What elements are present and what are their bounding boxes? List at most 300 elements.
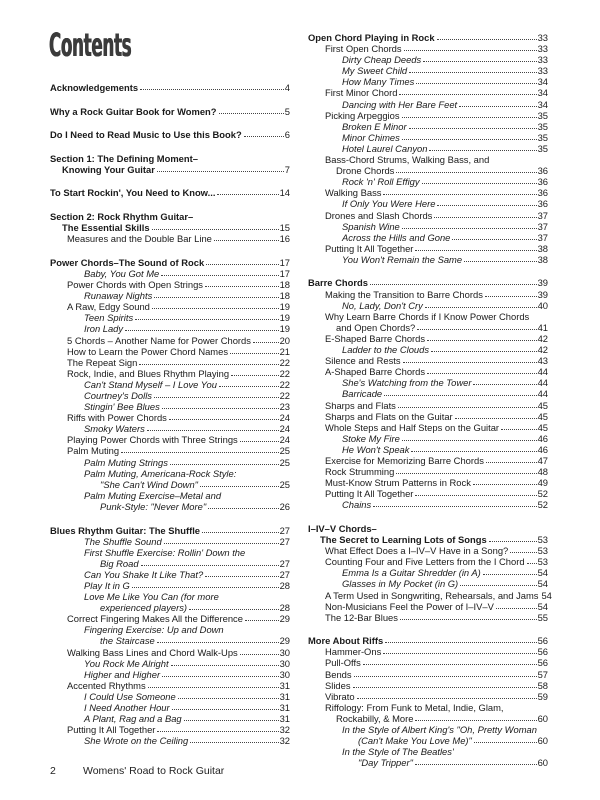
toc-entry-line [308,488,548,499]
toc-entry-title: Palm Muting, Americana-Rock Style: [84,467,237,479]
toc-entry-line [50,724,290,735]
toc-entry[interactable] [50,647,290,658]
toc-entry-title: "Day Tripper" [358,757,413,769]
toc-entry[interactable] [50,301,290,312]
toc-entry-title: Love Me Like You Can (for more [84,591,219,603]
toc-song-entry[interactable] [50,379,290,390]
footer-page-number: 2 [50,765,56,777]
toc-entry[interactable] [308,243,548,254]
toc-entry-line [308,680,548,691]
toc-song-entry[interactable] [308,176,548,187]
dot-leader [415,764,537,765]
toc-entry-line [308,477,548,488]
toc-entry-title: Sharps and Flats on the Guitar [325,410,453,422]
toc-entry-line [308,444,548,455]
toc-entry[interactable] [308,612,548,623]
toc-entry[interactable] [308,488,548,499]
toc-song-entry[interactable] [308,99,548,110]
toc-entry-title: First Open Chords [325,43,402,55]
toc-page-number: 38 [537,253,548,265]
toc-section-entry[interactable] [50,525,290,536]
toc-section-entry[interactable] [50,82,290,93]
toc-entry[interactable] [308,477,548,488]
toc-entry-title: The Essential Skills [62,222,150,234]
toc-song-entry[interactable] [50,468,290,490]
toc-song-entry[interactable] [50,290,290,301]
toc-page-number: 17 [279,267,290,279]
toc-entry-title: Whole Steps and Half Steps on the Guitar [325,421,500,433]
toc-entry-title: I–IV–V Chords– [308,522,377,534]
toc-song-entry[interactable] [50,323,290,334]
toc-page-number: 27 [279,557,290,569]
toc-entry-line [308,243,548,254]
toc-entry[interactable] [50,368,290,379]
toc-entry-line [308,254,548,265]
toc-entry[interactable] [308,691,548,702]
toc-entry-title: In the Style of Albert King's "Oh, Pretty Woman [342,724,537,736]
toc-entry-title: Knowing Your Guitar [62,163,155,175]
toc-section-entry[interactable] [308,523,548,545]
toc-entry-line [50,222,290,233]
toc-page-number: 31 [279,690,290,702]
toc-song-entry[interactable] [308,344,548,355]
toc-page-number: 35 [537,131,548,143]
toc-entry-title: Rock, Indie, and Blues Rhythm Playing [67,367,230,379]
toc-entry[interactable] [308,110,548,121]
toc-song-entry[interactable] [50,490,290,512]
toc-entry[interactable] [308,589,552,601]
toc-entry-title: A Plant, Rag and a Bag [84,713,182,725]
toc-page-number: 5 [284,105,290,117]
toc-section-entry[interactable] [50,211,290,233]
toc-entry[interactable] [308,154,548,176]
toc-entry[interactable] [308,455,548,466]
toc-page-number: 18 [279,279,290,291]
toc-entry-line [308,344,548,355]
toc-entry-line [308,556,548,567]
toc-entry[interactable] [308,601,548,612]
toc-song-entry[interactable] [308,388,548,399]
dot-leader [148,687,279,688]
toc-entry-line [308,333,548,344]
toc-entry-title: Rockabilly, & More [336,712,414,724]
toc-entry-title: Hammer-Ons [325,646,382,658]
toc-entry-line [308,132,548,143]
toc-entry-line [50,368,290,379]
toc-song-entry[interactable] [308,143,548,154]
toc-song-entry[interactable] [308,724,548,746]
toc-page-number: 44 [537,388,548,400]
toc-entry-title: Teen Spirits [84,312,134,324]
toc-page-number: 56 [537,646,548,658]
toc-section-entry[interactable] [50,129,290,140]
toc-entry[interactable] [308,646,548,657]
toc-entry-line [50,82,290,93]
toc-page-number: 54 [537,578,548,590]
dot-leader [363,664,537,665]
toc-entry-title: Barre Chords [308,277,368,289]
toc-entry-title: Riffs with Power Chords [67,412,167,424]
toc-entry-title: Broken E Minor [342,120,407,132]
toc-entry-line [50,211,290,222]
dot-leader [402,440,537,441]
toc-page-number: 22 [279,367,290,379]
toc-entry-line [50,735,290,746]
toc-entry-line [308,400,548,411]
toc-page-number: 42 [537,344,548,356]
toc-entry[interactable] [308,366,548,377]
toc-song-entry[interactable] [308,76,548,87]
dot-leader [162,408,279,409]
toc-song-entry[interactable] [308,300,548,311]
toc-page-number: 33 [537,65,548,77]
toc-entry[interactable] [308,187,548,198]
toc-entry[interactable] [308,545,548,556]
toc-entry[interactable] [308,87,548,98]
toc-page-number: 22 [279,389,290,401]
toc-song-entry[interactable] [50,580,290,591]
toc-song-entry[interactable] [308,567,548,578]
toc-entry-line [50,580,290,591]
toc-entry-title: If Only You Were Here [342,198,436,210]
toc-section-entry[interactable] [308,635,548,646]
toc-entry-title: Picking Arpeggios [325,109,400,121]
toc-page-number: 54 [541,589,552,601]
toc-song-entry[interactable] [308,444,548,455]
toc-song-entry[interactable] [50,457,290,468]
toc-entry-line [50,702,290,713]
toc-entry-line [308,567,548,578]
toc-entry[interactable] [308,411,548,422]
toc-entry-line [50,257,290,268]
toc-entry-line [50,635,290,646]
toc-entry-line [50,129,290,140]
toc-entry-line [308,221,548,232]
toc-entry-line [50,602,290,613]
dot-leader [473,484,537,485]
toc-song-entry[interactable] [308,121,548,132]
dot-leader [172,709,279,710]
toc-page-number: 34 [537,98,548,110]
toc-page-number: 53 [537,534,548,546]
toc-entry-line [308,411,548,422]
dot-leader [464,261,536,262]
toc-entry-title: and Open Chords? [336,321,416,333]
dot-leader [161,275,278,276]
toc-entry-line [308,545,548,556]
toc-entry[interactable] [308,43,548,54]
dot-leader [385,642,536,643]
toc-entry-title: Across the Hills and Gone [342,231,451,243]
toc-entry-line [50,379,290,390]
toc-song-entry[interactable] [50,547,290,569]
toc-song-entry[interactable] [50,268,290,279]
toc-page-number: 36 [537,187,548,199]
toc-page-number: 15 [279,222,290,234]
toc-entry[interactable] [50,346,290,357]
toc-entry[interactable] [308,657,548,668]
toc-entry-line [50,558,290,569]
dot-leader [140,89,284,90]
toc-entry-title: 5 Chords – Another Name for Power Chords [67,334,251,346]
toc-entry-line [308,455,548,466]
dot-leader [370,284,537,285]
dot-leader [459,106,536,107]
toc-page-number: 33 [537,32,548,43]
toc-entry-line [50,547,290,558]
toc-entry[interactable] [308,466,548,477]
toc-page-number: 23 [279,401,290,413]
toc-song-entry[interactable] [308,433,548,444]
toc-entry-title: Section 2: Rock Rhythm Guitar– [50,211,194,223]
dot-leader [147,430,279,431]
toc-entry[interactable] [308,289,548,300]
toc-entry[interactable] [50,445,290,456]
toc-page-number: 6 [284,129,290,141]
toc-song-entry[interactable] [308,65,548,76]
toc-section-entry[interactable] [50,106,290,117]
toc-section-entry[interactable] [50,153,290,175]
toc-entry-title: Can't Stand Myself – I Love You [84,378,217,390]
dot-leader [486,462,537,463]
toc-song-entry[interactable] [50,312,290,323]
toc-page-number: 26 [279,500,290,512]
toc-entry-line [308,277,548,288]
toc-entry-line [308,355,548,366]
toc-entry-line [308,322,548,333]
toc-entry-title: The Secret to Learning Lots of Songs [320,534,487,546]
toc-entry-title: Walking Bass Lines and Chord Walk-Ups [67,646,238,658]
toc-page-number: 20 [279,334,290,346]
toc-page-number: 45 [537,421,548,433]
dot-leader [496,608,537,609]
toc-entry-title: Iron Lady [84,323,124,335]
toc-entry[interactable] [50,357,290,368]
toc-song-entry[interactable] [50,569,290,580]
toc-page-number: 24 [279,412,290,424]
toc-song-entry[interactable] [308,254,548,265]
toc-page-number: 48 [537,466,548,478]
toc-page-number: 37 [537,220,548,232]
dot-leader [178,698,279,699]
dot-leader [409,128,537,129]
dot-leader [427,373,537,374]
toc-entry-title: First Shuffle Exercise: Rollin' Down the [84,546,246,558]
dot-leader [403,362,537,363]
dot-leader [214,240,279,241]
toc-page-number: 33 [537,43,548,55]
toc-entry[interactable] [50,680,290,691]
toc-page-number: 58 [537,679,548,691]
toc-page-number: 4 [284,82,290,93]
toc-entry[interactable] [308,556,548,567]
toc-entry-title: Stingin' Bee Blues [84,401,160,413]
toc-entry-line [50,691,290,702]
toc-entry[interactable] [308,669,548,680]
toc-song-entry[interactable] [50,691,290,702]
toc-entry[interactable] [308,210,548,221]
toc-entry-line [308,43,548,54]
toc-entry-title: E-Shaped Barre Chords [325,332,426,344]
toc-entry-line [308,746,548,757]
toc-page-number: 42 [537,332,548,344]
toc-entry-title: Hotel Laurel Canyon [342,142,428,154]
toc-song-entry[interactable] [50,401,290,412]
dot-leader [373,506,536,507]
toc-song-entry[interactable] [308,221,548,232]
toc-section-entry[interactable] [308,32,548,43]
toc-page-number: 57 [537,668,548,680]
dot-leader [200,486,279,487]
toc-song-entry[interactable] [308,377,548,388]
toc-entry-line [308,121,548,132]
toc-song-entry[interactable] [50,591,290,613]
dot-leader [425,307,537,308]
toc-song-entry[interactable] [50,536,290,547]
toc-entry[interactable] [50,335,290,346]
dot-leader [415,250,536,251]
dot-leader [384,395,536,396]
toc-song-entry[interactable] [50,702,290,713]
toc-page-number: 25 [279,445,290,457]
toc-entry-title: Ladder to the Clouds [342,344,430,356]
toc-entry[interactable] [308,680,548,691]
dot-leader [141,565,279,566]
toc-song-entry[interactable] [50,423,290,434]
toc-entry[interactable] [50,434,290,445]
toc-entry-title: The Repeat Sign [67,356,138,368]
toc-entry-line [308,601,548,612]
dot-leader [132,587,279,588]
toc-song-entry[interactable] [308,499,548,510]
toc-entry-line [308,377,548,388]
toc-entry[interactable] [50,613,290,624]
toc-entry-title: Why Learn Barre Chords if I Know Power Chords [325,310,530,322]
toc-entry-title: Making the Transition to Barre Chords [325,288,483,300]
toc-page-number: 41 [537,321,548,333]
toc-entry-line [50,164,290,175]
toc-entry-title: Silence and Rests [325,355,401,367]
toc-song-entry[interactable] [308,54,548,65]
toc-page-number: 19 [279,312,290,324]
toc-entry[interactable] [308,311,548,333]
toc-page-number: 24 [279,434,290,446]
toc-page-number: 45 [537,410,548,422]
toc-song-entry[interactable] [308,578,548,589]
toc-song-entry[interactable] [50,735,290,746]
toc-entry[interactable] [308,355,548,366]
toc-entry[interactable] [308,422,548,433]
toc-section-entry[interactable] [308,277,548,288]
toc-entry-line [308,578,548,589]
toc-entry-line [50,669,290,680]
toc-page-number: 53 [537,556,548,568]
toc-entry-line [50,569,290,580]
toc-entry[interactable] [50,412,290,423]
toc-entry[interactable] [50,279,290,290]
dot-leader [427,340,537,341]
toc-page-number: 56 [537,635,548,647]
toc-page-number: 31 [279,713,290,725]
toc-page-number: 37 [537,231,548,243]
toc-entry-line [50,279,290,290]
toc-entry-title: Stoke My Fire [342,432,400,444]
toc-entry[interactable] [50,724,290,735]
toc-entry[interactable] [308,333,548,344]
toc-page-number: 38 [537,242,548,254]
toc-section-entry[interactable] [50,187,290,198]
toc-page-number: 43 [537,355,548,367]
toc-entry-line [308,198,548,209]
toc-entry-title: A Raw, Edgy Sound [67,301,150,313]
toc-song-entry[interactable] [50,624,290,646]
dot-leader [184,720,279,721]
toc-song-entry[interactable] [308,198,548,209]
dot-leader [217,194,278,195]
toc-entry-title: Spanish Wine [342,220,400,232]
toc-page-number: 32 [279,735,290,747]
toc-entry-title: Measures and the Double Bar Line [67,233,212,245]
toc-page-number: 27 [279,524,290,536]
toc-entry-title: Courtney's Dolls [84,389,152,401]
toc-entry-title: What Effect Does a I–IV–V Have in a Song? [325,545,509,557]
toc-entry-line [50,401,290,412]
toc-entry-title: Walking Bass [325,187,382,199]
dot-leader [437,205,536,206]
toc-entry-title: How Many Times [342,76,415,88]
toc-page-number: 37 [537,209,548,221]
dot-leader [422,183,537,184]
toc-page-number: 47 [537,454,548,466]
toc-song-entry[interactable] [308,232,548,243]
dot-leader [205,286,279,287]
dot-leader [489,541,537,542]
toc-page-number: 33 [537,54,548,66]
toc-entry-title: Palm Muting [67,445,120,457]
toc-page-number: 39 [537,288,548,300]
toc-entry[interactable] [308,400,548,411]
toc-entry[interactable] [308,702,548,724]
toc-song-entry[interactable] [308,746,548,768]
toc-entry-line [308,300,548,311]
toc-entry-title: Correct Fingering Makes All the Difference [67,613,243,625]
toc-page-number: 34 [537,87,548,99]
toc-entry[interactable] [50,233,290,244]
toc-entry-title: The 12-Bar Blues [325,611,398,623]
toc-page-number: 54 [537,567,548,579]
toc-page-number: 25 [279,456,290,468]
toc-entry-line [308,187,548,198]
toc-song-entry[interactable] [308,132,548,143]
toc-entry-title: Drone Chords [336,165,395,177]
toc-song-entry[interactable] [50,713,290,724]
toc-entry-line [308,99,548,110]
toc-entry-title: I Could Use Someone [84,690,176,702]
dot-leader [415,720,536,721]
toc-page-number: 29 [279,635,290,647]
toc-entry-title: Can You Shake It Like That? [84,568,204,580]
toc-section-entry[interactable] [50,257,290,268]
toc-entry-line [50,233,290,244]
toc-song-entry[interactable] [50,669,290,680]
dot-leader [231,375,279,376]
toc-entry-line [50,346,290,357]
toc-entry-line [50,187,290,198]
toc-song-entry[interactable] [50,658,290,669]
toc-page-number: 55 [537,611,548,623]
toc-song-entry[interactable] [50,390,290,401]
toc-page-number: 17 [279,256,290,268]
